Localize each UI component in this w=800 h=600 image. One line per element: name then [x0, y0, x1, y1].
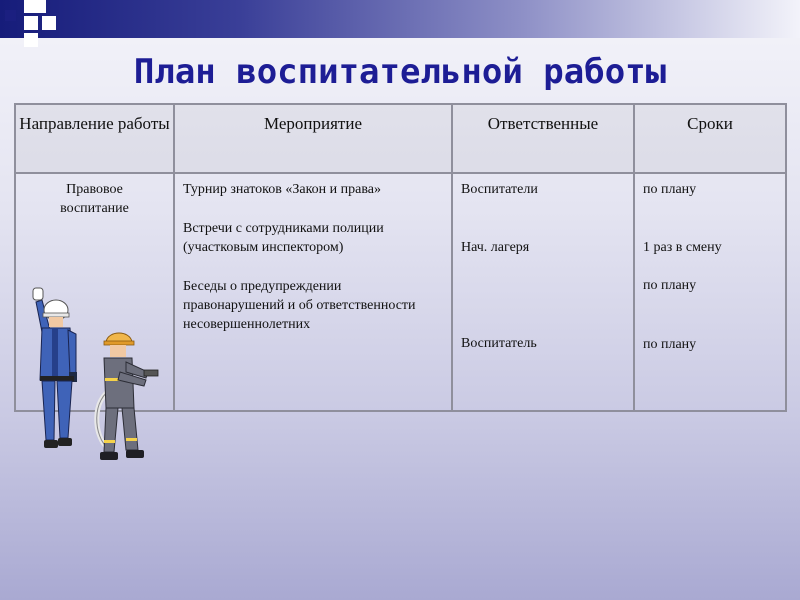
event-item: Встречи с сотрудниками полиции (участковым инспектором) [183, 221, 384, 255]
events-cell [174, 173, 452, 411]
responsible-cell [452, 173, 634, 411]
deadline-item: 1 раз в смену [643, 240, 722, 255]
top-banner [0, 0, 800, 38]
deadlines-cell [634, 173, 786, 411]
deadline-item: по плану [643, 182, 697, 197]
table-header-row [15, 104, 786, 173]
deadline-item: по плану [643, 278, 697, 293]
responsible-item: Воспитатели [461, 182, 538, 197]
event-item: Турнир знатоков «Закон и права» [183, 182, 381, 197]
direction-line-2: воспитание [60, 201, 129, 216]
header-responsible: Ответственные [452, 104, 634, 173]
slide-title: План воспитательной работы [133, 52, 667, 92]
event-item: Беседы о предупреждении правонарушений и об ответственности несовершеннолетних [183, 279, 416, 332]
header-event: Мероприятие [174, 104, 452, 173]
firefighter-figure [90, 328, 160, 466]
deadline-item: по плану [643, 337, 697, 352]
policeman-figure [28, 280, 88, 455]
direction-line-1: Правовое [66, 182, 123, 197]
header-deadline: Сроки [634, 104, 786, 173]
responsible-item: Воспитатель [461, 336, 537, 351]
header-direction: Направление работы [15, 104, 174, 173]
responsible-item: Нач. лагеря [461, 240, 530, 255]
